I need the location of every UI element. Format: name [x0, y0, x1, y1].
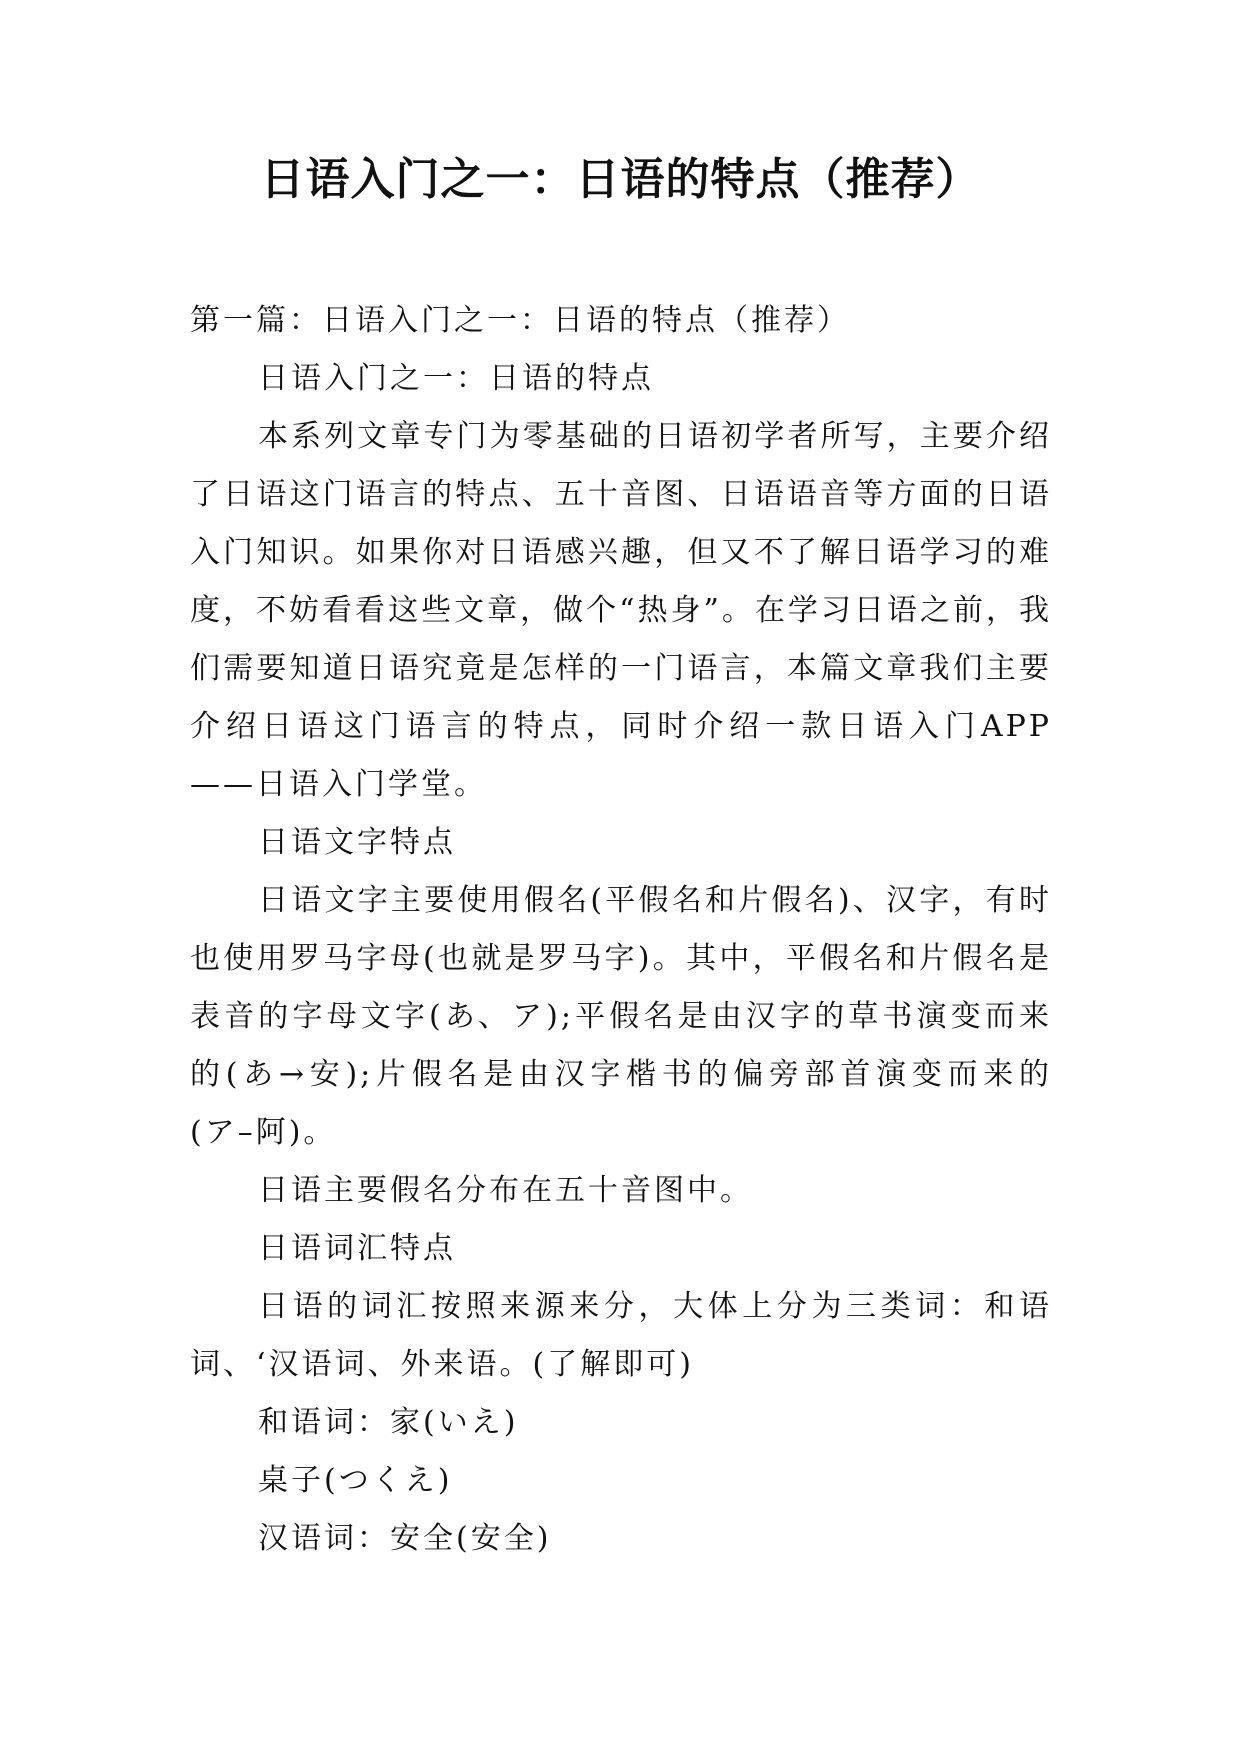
document-title: 日语入门之一：日语的特点（推荐）	[260, 154, 981, 205]
paragraph: 汉语词：安全(安全)	[258, 1521, 552, 1556]
paragraph: 日语主要假名分布在五十音图中。	[258, 1173, 753, 1208]
paragraph: 和语词：家(いえ)	[258, 1405, 519, 1440]
paragraph: 桌子(つくえ)	[258, 1463, 453, 1498]
document-body	[190, 292, 1052, 1568]
paragraph: 日语文字特点	[258, 825, 456, 860]
paragraph: 本系列文章专门为零基础的日语初学者所写，主要介绍了日语这门语言的特点、五十音图、日语语音等方面的日语入门知识。如果你对日语感兴趣，但又不了解日语学习的难度，不妨看看这些文章，做个“热身”。在学习日语之前，我们需要知道日语究竟是怎样的一门语言，本篇文章我们主要介绍日语这门语言的特点，同时介绍一款日语入门APP——日语入门学堂。	[190, 419, 1052, 802]
paragraph: 日语词汇特点	[258, 1231, 456, 1266]
paragraph: 日语的词汇按照来源来分，大体上分为三类词：和语词、‘汉语词、外来语。(了解即可)	[190, 1289, 1052, 1382]
paragraph: 第一篇：日语入门之一：日语的特点（推荐）	[190, 303, 850, 338]
paragraph: 日语文字主要使用假名(平假名和片假名)、汉字，有时也使用罗马字母(也就是罗马字)。其中，平假名和片假名是表音的字母文字(あ、ア);平假名是由汉字的草书演变而来的(あ→安);片假名是由汉字楷书的偏旁部首演变而来的(ア–阿)。	[190, 883, 1052, 1150]
paragraph: 日语入门之一：日语的特点	[258, 361, 654, 396]
